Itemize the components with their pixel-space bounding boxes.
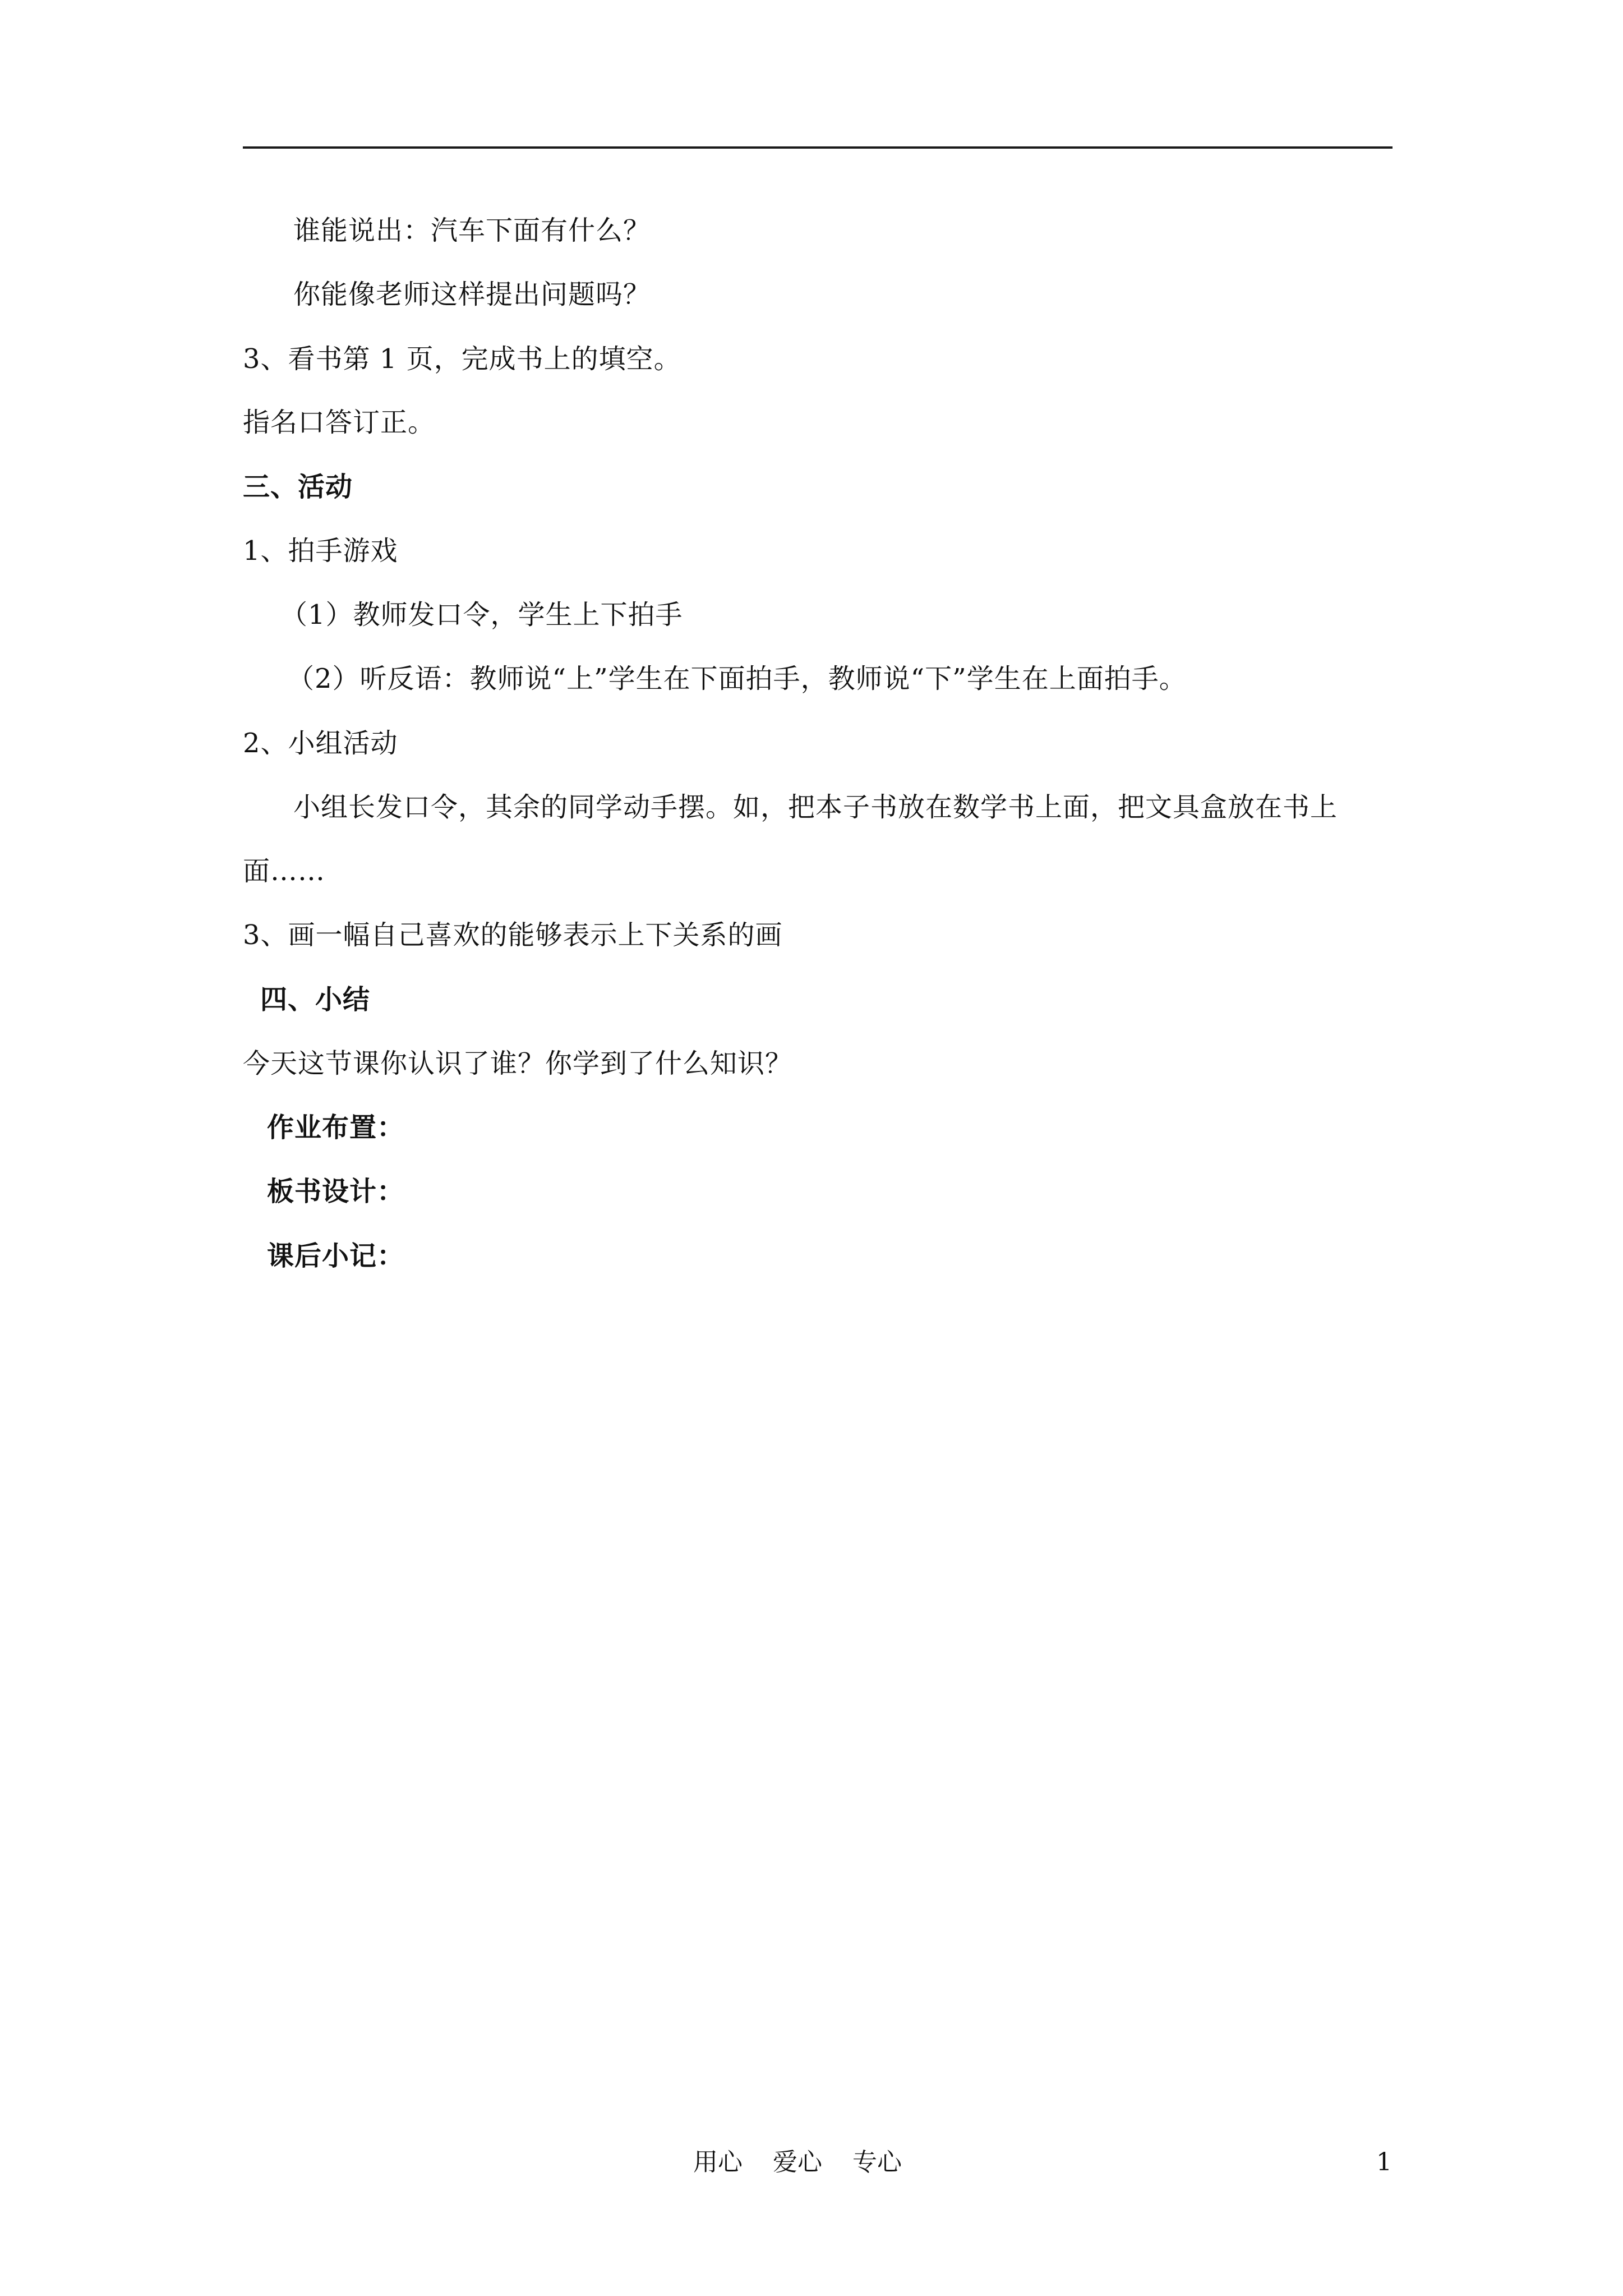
question-under-car: 谁能说出：汽车下面有什么？ xyxy=(293,215,651,246)
activity-2-desc-line-2: 面…… xyxy=(243,855,326,887)
footer-slogan: 用心 爱心 专心 xyxy=(693,2148,902,2177)
activity-2-desc-line-1: 小组长发口令，其余的同学动手摆。如，把本子书放在数学书上面，把文具盒放在书上 xyxy=(293,792,1338,823)
activity-1-item-1: （1）教师发口令，学生上下拍手 xyxy=(280,599,683,631)
question-ask-like-teacher: 你能像老师这样提出问题吗？ xyxy=(293,279,651,310)
section-3-heading: 三、活动 xyxy=(243,471,353,503)
homework-label: 作业布置： xyxy=(267,1112,405,1143)
after-class-notes-label: 课后小记： xyxy=(267,1240,405,1272)
step-3-read-book: 3、看书第 1 页，完成书上的填空。 xyxy=(243,343,681,375)
step-3-note: 指名口答订正。 xyxy=(243,407,436,438)
activity-2-title: 2、小组活动 xyxy=(243,728,398,759)
summary-question: 今天这节课你认识了谁？你学到了什么知识？ xyxy=(243,1048,793,1079)
board-design-label: 板书设计： xyxy=(267,1176,405,1207)
activity-1-item-2: （2）听反语：教师说“上”学生在下面拍手，教师说“下”学生在上面拍手。 xyxy=(287,663,1187,694)
activity-3-title: 3、画一幅自己喜欢的能够表示上下关系的画 xyxy=(243,919,783,951)
page-number: 1 xyxy=(1376,2148,1392,2177)
header-rule xyxy=(243,146,1393,149)
section-4-heading: 四、小结 xyxy=(260,984,371,1015)
activity-1-title: 1、拍手游戏 xyxy=(243,535,398,567)
